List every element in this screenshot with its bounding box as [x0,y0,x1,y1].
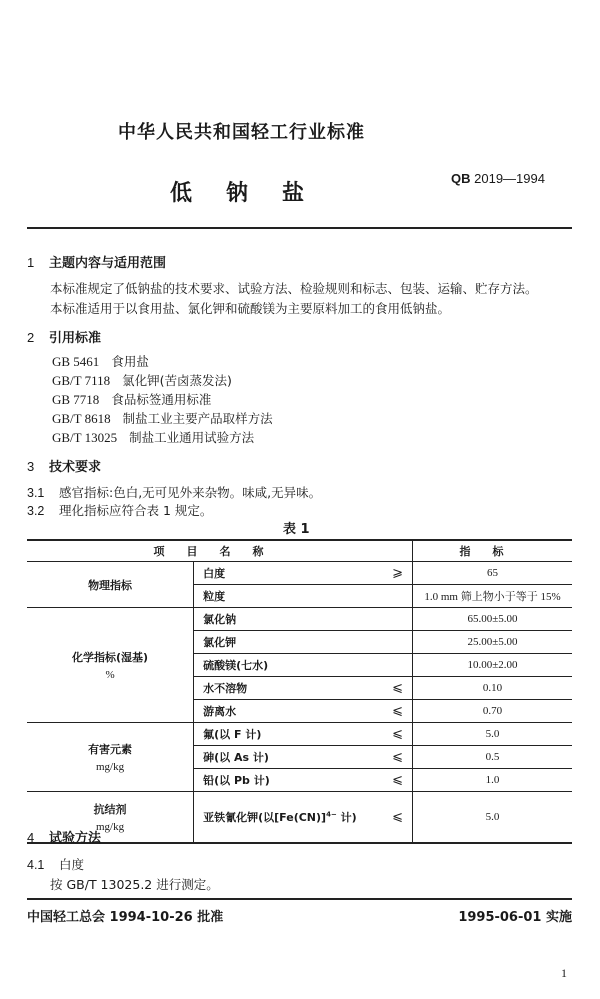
item-name-tail: 计) [336,811,357,824]
standard-number: 2019—1994 [474,171,545,186]
comparison-symbol: ⩽ [392,680,404,696]
comparison-symbol: ⩽ [392,726,404,742]
item-name: 氟(以 F 计) [203,728,262,741]
section-1-paragraph-2: 本标准适用于以食用盐、氯化钾和硫酸镁为主要原料加工的食用低钠盐。 [50,301,451,316]
group-unit: % [105,669,115,681]
page-number: 1 [561,966,567,980]
comparison-symbol: ⩾ [392,565,404,581]
reference-name: 氯化钾(苦卤蒸发法) [122,373,232,388]
group-label: 化学指标(湿基) [72,651,149,664]
spec-table [27,539,572,844]
reference-name: 制盐工业主要产品取样方法 [122,411,273,426]
value-cell: 5.0 [413,792,572,844]
approval-date: 中国轻工总会 1994-10-26 批准 [27,910,224,925]
group-label-chemical [27,608,194,723]
section-number: 4 [27,830,35,845]
item-cell [194,585,413,608]
item-name: 硫酸镁(七水) [203,659,269,672]
clause-3-1 [27,483,321,501]
clause-4-1-text: 按 GB/T 13025.2 进行测定。 [50,877,219,892]
standard-prefix: QB [451,171,471,186]
header-value [413,540,572,562]
title-char: 低 [170,181,193,206]
comparison-symbol: ⩽ [392,749,404,765]
item-cell [194,746,413,769]
reference-item [52,428,254,446]
item-name: 氯化钾 [203,636,237,649]
section-number: 2 [27,330,35,345]
section-number: 3 [27,459,35,474]
reference-item [52,371,232,389]
group-unit: mg/kg [96,761,125,773]
table-row [27,608,572,631]
item-name: 粒度 [203,590,226,603]
item-name: 氯化钠 [203,613,237,626]
group-label: 物理指标 [88,578,133,592]
reference-name: 制盐工业通用试验方法 [129,430,255,445]
table-header-row [27,540,572,562]
comparison-symbol: ⩽ [392,809,404,825]
reference-code: GB/T 8618 [52,411,111,426]
group-label: 有害元素 [88,743,133,756]
header-label: 项目名称 [153,545,286,558]
item-cell [194,654,413,677]
table-row [27,792,572,844]
value-cell: 1.0 mm 筛上物小于等于 15% [413,585,572,608]
value-cell: 10.00±2.00 [413,654,572,677]
group-label: 抗结剂 [93,803,127,816]
group-label-physical [27,562,194,608]
comparison-symbol: ⩽ [392,772,404,788]
section-4-heading [27,827,101,846]
superscript: 4− [326,810,337,819]
value-cell: 1.0 [413,769,572,792]
reference-name: 食用盐 [111,354,149,369]
reference-item [52,352,149,370]
section-title: 试验方法 [49,831,102,846]
header-item-name [27,540,413,562]
clause-number: 3.2 [27,504,45,518]
section-1-heading [27,252,166,271]
section-number: 1 [27,255,35,270]
item-cell [194,792,413,844]
item-name: 水不溶物 [203,682,248,695]
item-cell [194,700,413,723]
clause-3-2 [27,501,212,519]
reference-name: 食品标签通用标准 [111,392,212,407]
section-title: 技术要求 [49,460,102,475]
item-cell [194,677,413,700]
item-name: 游离水 [203,705,237,718]
clause-text: 感官指标:色白,无可见外来杂物。味咸,无异味。 [59,485,322,500]
section-2-heading [27,327,101,346]
item-cell [194,608,413,631]
document-title [170,176,338,207]
clause-title: 白度 [59,857,85,872]
item-name: 白度 [203,567,226,580]
section-1-paragraph-1: 本标准规定了低钠盐的技术要求、试验方法、检验规则和标志、包装、运输、贮存方法。 [50,281,538,296]
clause-number: 3.1 [27,486,45,500]
comparison-symbol: ⩽ [392,703,404,719]
reference-code: GB 7718 [52,392,100,407]
reference-code: GB/T 13025 [52,430,118,445]
group-label-harmful [27,723,194,792]
table-row [27,723,572,746]
table-row [27,562,572,585]
reference-code: GB/T 7118 [52,373,111,388]
clause-text: 理化指标应符合表 1 规定。 [59,503,213,518]
effective-date: 1995-06-01 实施 [458,910,572,925]
reference-code: GB 5461 [52,354,100,369]
section-3-heading [27,456,101,475]
value-cell: 5.0 [413,723,572,746]
item-name: 砷(以 As 计) [203,751,269,764]
title-char: 盐 [282,181,305,206]
section-title: 引用标准 [49,331,102,346]
section-title: 主题内容与适用范围 [49,256,167,271]
footer-rule [27,898,572,900]
value-cell: 65 [413,562,572,585]
value-cell: 25.00±5.00 [413,631,572,654]
clause-number: 4.1 [27,858,45,872]
org-title: 中华人民共和国轻工行业标准 [118,122,365,143]
table-caption: 表 1 [283,522,310,537]
header-rule [27,227,572,229]
reference-item [52,409,273,427]
value-cell: 0.70 [413,700,572,723]
title-char: 钠 [226,181,249,206]
item-name: 亚铁氰化钾(以[Fe(CN)] [203,811,327,824]
value-cell: 0.5 [413,746,572,769]
value-cell: 65.00±5.00 [413,608,572,631]
item-cell [194,769,413,792]
standard-code [451,171,545,186]
clause-4-1 [27,855,84,873]
item-cell [194,631,413,654]
item-cell [194,723,413,746]
group-unit: mg/kg [96,821,125,833]
item-name: 铅(以 Pb 计) [203,774,270,787]
value-cell: 0.10 [413,677,572,700]
reference-item [52,390,211,408]
item-cell [194,562,413,585]
header-label: 指标 [459,545,526,558]
